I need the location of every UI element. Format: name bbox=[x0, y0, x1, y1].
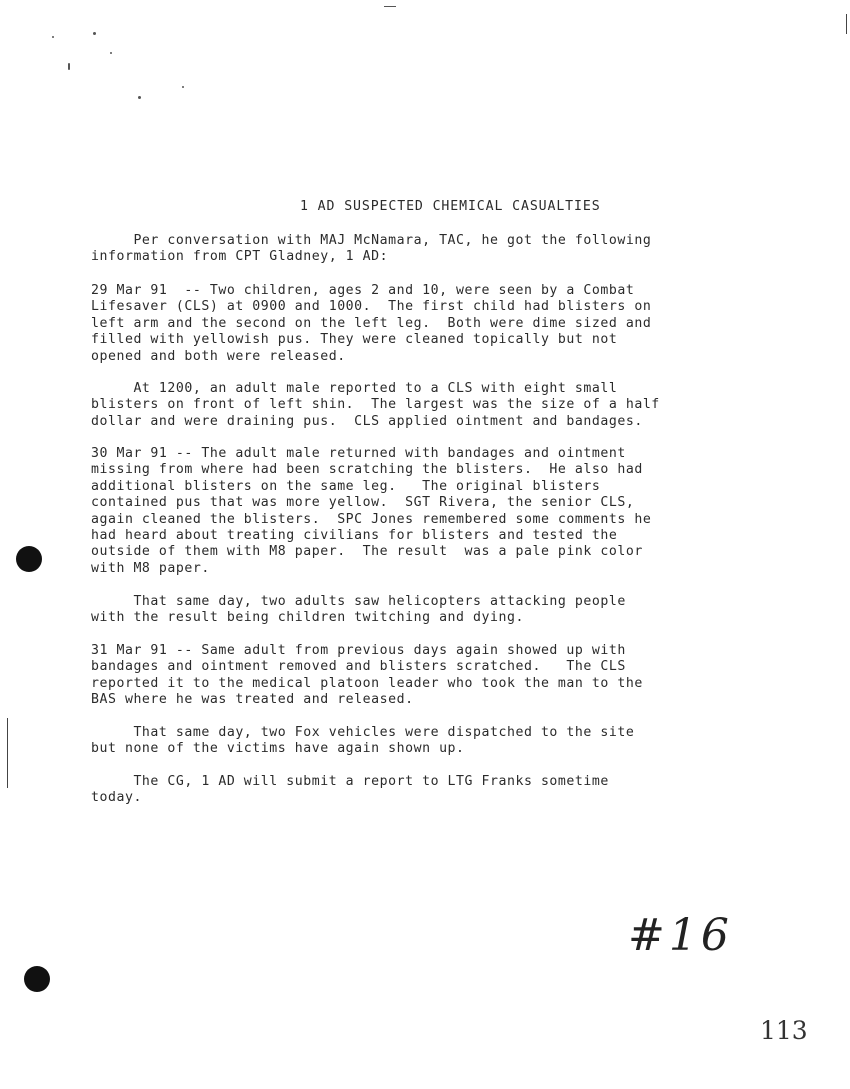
paragraph-fox-vehicles: That same day, two Fox vehicles were dispatched to the site but none of the victims have again shown up. bbox=[91, 725, 635, 757]
document-title: 1 AD SUSPECTED CHEMICAL CASUALTIES bbox=[300, 199, 601, 214]
paragraph-1200: At 1200, an adult male reported to a CLS with eight small blisters on front of left shin. The largest was the size of a half dollar and were draining pus. CLS applied ointment and bandages. bbox=[91, 381, 660, 429]
scan-speck bbox=[93, 32, 96, 35]
paragraph-helicopters: That same day, two adults saw helicopters attacking people with the result being children twitching and dying. bbox=[91, 594, 626, 626]
punch-hole bbox=[24, 966, 50, 992]
scan-speck bbox=[68, 63, 70, 70]
paragraph-intro: Per conversation with MAJ McNamara, TAC, he got the following information from CPT Gladney, 1 AD: bbox=[91, 233, 652, 265]
punch-hole bbox=[16, 546, 42, 572]
paragraph-30-mar: 30 Mar 91 -- The adult male returned with bandages and ointment missing from where had been scratching the blisters. He also had additional blisters on the same leg. The original blisters contained pus that was more yellow. SGT Rivera, the senior CLS, again cleaned the blisters. SPC Jones remembered some comments he had heard about treating civilians for blisters and tested the outside of them with M8 paper. The result was a pale pink color with M8 paper. bbox=[91, 446, 652, 576]
scan-edge-mark bbox=[846, 14, 847, 34]
handwritten-note: #16 bbox=[628, 910, 733, 961]
scan-margin-line bbox=[7, 718, 8, 788]
paragraph-31-mar: 31 Mar 91 -- Same adult from previous days again showed up with bandages and ointment removed and blisters scratched. The CLS reported it to the medical platoon leader who took the man to the BAS where he was treated and released. bbox=[91, 643, 643, 708]
scan-speck bbox=[110, 52, 112, 54]
scan-speck bbox=[52, 36, 54, 38]
paragraph-29-mar: 29 Mar 91 -- Two children, ages 2 and 10, were seen by a Combat Lifesaver (CLS) at 0900 and 1000. The first child had blisters on left arm and the second on the left leg. Both were dime sized and filled with yellowish pus. They were cleaned topically but not opened and both were released. bbox=[91, 283, 652, 364]
page-number: 113 bbox=[760, 1016, 808, 1045]
scan-speck bbox=[182, 86, 184, 88]
scan-speck bbox=[384, 6, 396, 7]
paragraph-report: The CG, 1 AD will submit a report to LTG Franks sometime today. bbox=[91, 774, 609, 806]
scan-speck bbox=[138, 96, 141, 99]
